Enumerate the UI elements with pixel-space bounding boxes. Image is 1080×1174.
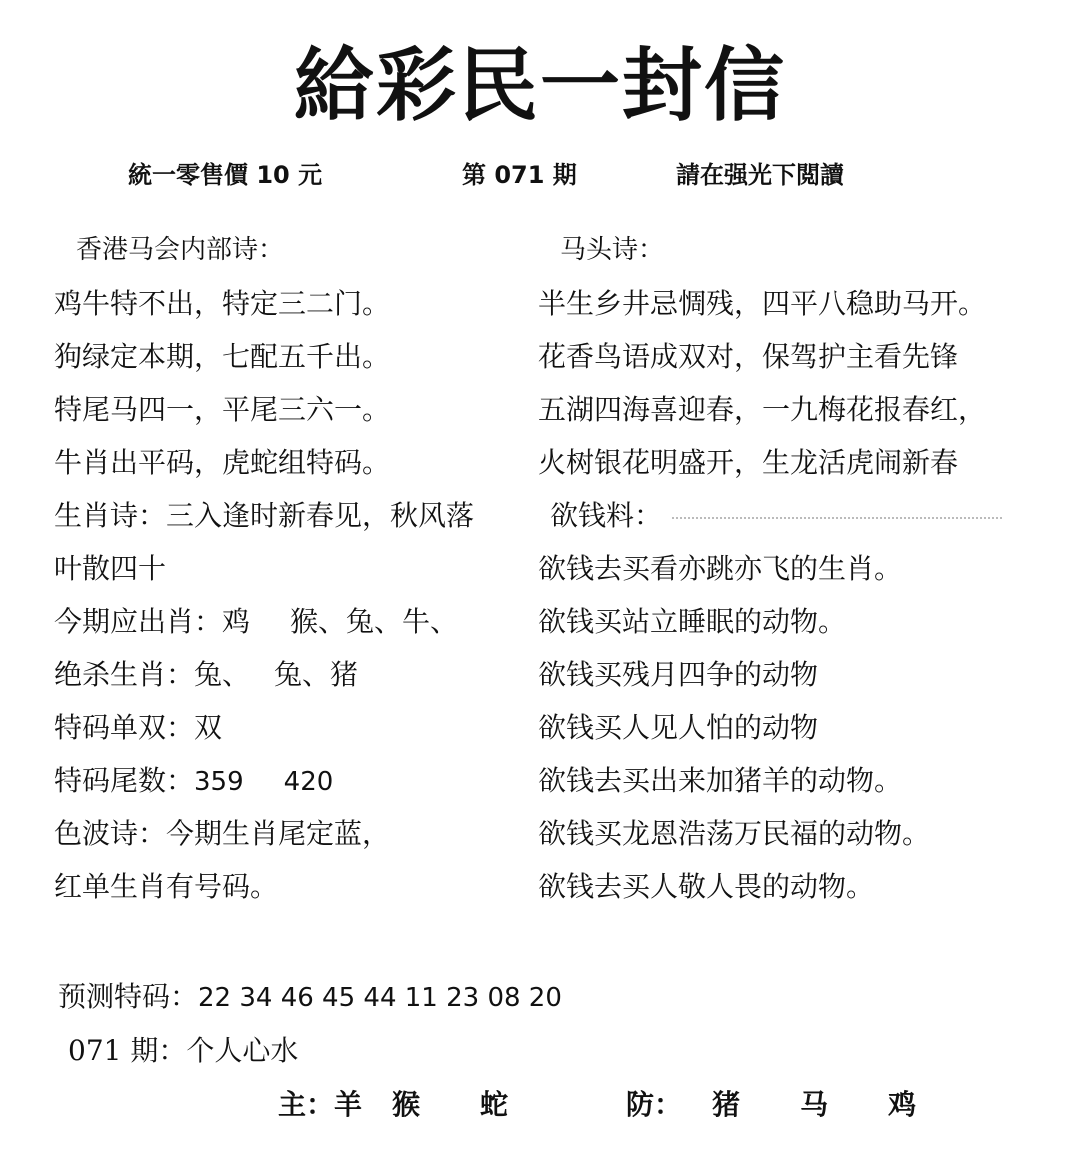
horse-poem-title: 马头诗： [560, 235, 665, 265]
main-value-1: 猴 [392, 1088, 421, 1121]
killed-zodiac-label: 绝杀生肖： [54, 658, 195, 691]
issue-pick: 071 期：个人心水 [68, 1034, 299, 1067]
guard-value-2: 马 [800, 1088, 829, 1121]
horse-poem-line-2: 花香鸟语成双对，保驾护主看先锋 [538, 340, 959, 373]
hk-poem-title: 香港马会内部诗： [76, 235, 285, 265]
reading-notice: 請在强光下閲讀 [676, 161, 844, 189]
left-column [54, 224, 524, 913]
main-label: 主：羊 [278, 1088, 363, 1121]
issue-label: 第 071 期 [462, 161, 577, 189]
killed-zodiac-value-1: 兔、 [194, 658, 251, 691]
main-guard-row [278, 1080, 916, 1130]
expected-zodiac-value-2: 猴、兔、牛、 [290, 605, 459, 638]
riddle-title-row [538, 489, 1028, 542]
horse-poem-line-3: 五湖四海喜迎春，一九梅花报春红， [538, 393, 987, 426]
killed-zodiac-value-2: 兔、猪 [274, 658, 359, 691]
expected-zodiac-value-1: 鸡 [222, 605, 251, 638]
color-poem-line-2: 红单生肖有号码。 [54, 870, 279, 903]
zodiac-poem-line-2: 叶散四十 [54, 552, 167, 585]
guard-value-3: 鸡 [888, 1088, 917, 1121]
predicted-numbers: 22 34 46 45 44 11 23 08 20 [198, 983, 562, 1013]
horse-poem-line-1: 半生乡井忌惆残，四平八稳助马开。 [538, 287, 987, 320]
guard-value-1: 猪 [712, 1088, 741, 1121]
color-poem-line-1: 色波诗：今期生肖尾定蓝， [54, 817, 391, 850]
riddle-line-5: 欲钱去买出来加猪羊的动物。 [538, 764, 903, 797]
riddle-line-1: 欲钱去买看亦跳亦飞的生肖。 [538, 552, 903, 585]
price-label: 統一零售價 10 元 [128, 161, 323, 189]
riddle-blank-line [672, 517, 1002, 519]
guard-label: 防： [626, 1088, 683, 1121]
riddle-line-2: 欲钱买站立睡眠的动物。 [538, 605, 847, 638]
hk-poem-line-3: 特尾马四一，平尾三六一。 [54, 393, 391, 426]
page-title: 給彩民一封信 [294, 39, 786, 132]
odd-even: 特码单双：双 [54, 711, 223, 744]
riddle-title: 欲钱料： [550, 499, 663, 532]
riddle-line-6: 欲钱买龙恩浩荡万民福的动物。 [538, 817, 931, 850]
predicted-numbers-row [58, 972, 562, 1023]
main-value-2: 蛇 [480, 1088, 509, 1121]
right-column [538, 224, 1028, 913]
hk-poem-line-1: 鸡牛特不出，特定三二门。 [54, 287, 391, 320]
tail-numbers-label: 特码尾数： [54, 764, 195, 797]
riddle-line-3: 欲钱买残月四争的动物 [538, 658, 819, 691]
zodiac-poem-line-1: 生肖诗：三入逢时新春见，秋风落 [54, 499, 475, 532]
riddle-line-7: 欲钱去买人敬人畏的动物。 [538, 870, 875, 903]
riddle-line-4: 欲钱买人见人怕的动物 [538, 711, 819, 744]
killed-zodiac [54, 648, 524, 701]
expected-zodiac [54, 595, 524, 648]
expected-zodiac-label: 今期应出肖： [54, 605, 223, 638]
tail-number-1: 359 [194, 767, 244, 797]
hk-poem-line-2: 狗绿定本期，七配五千出。 [54, 340, 391, 373]
hk-poem-line-4: 牛肖出平码，虎蛇组特码。 [54, 446, 391, 479]
predicted-numbers-label: 预测特码： [58, 980, 199, 1013]
tail-numbers [54, 754, 524, 807]
tail-number-2: 420 [283, 767, 334, 797]
horse-poem-line-4: 火树银花明盛开，生龙活虎闹新春 [538, 446, 959, 479]
